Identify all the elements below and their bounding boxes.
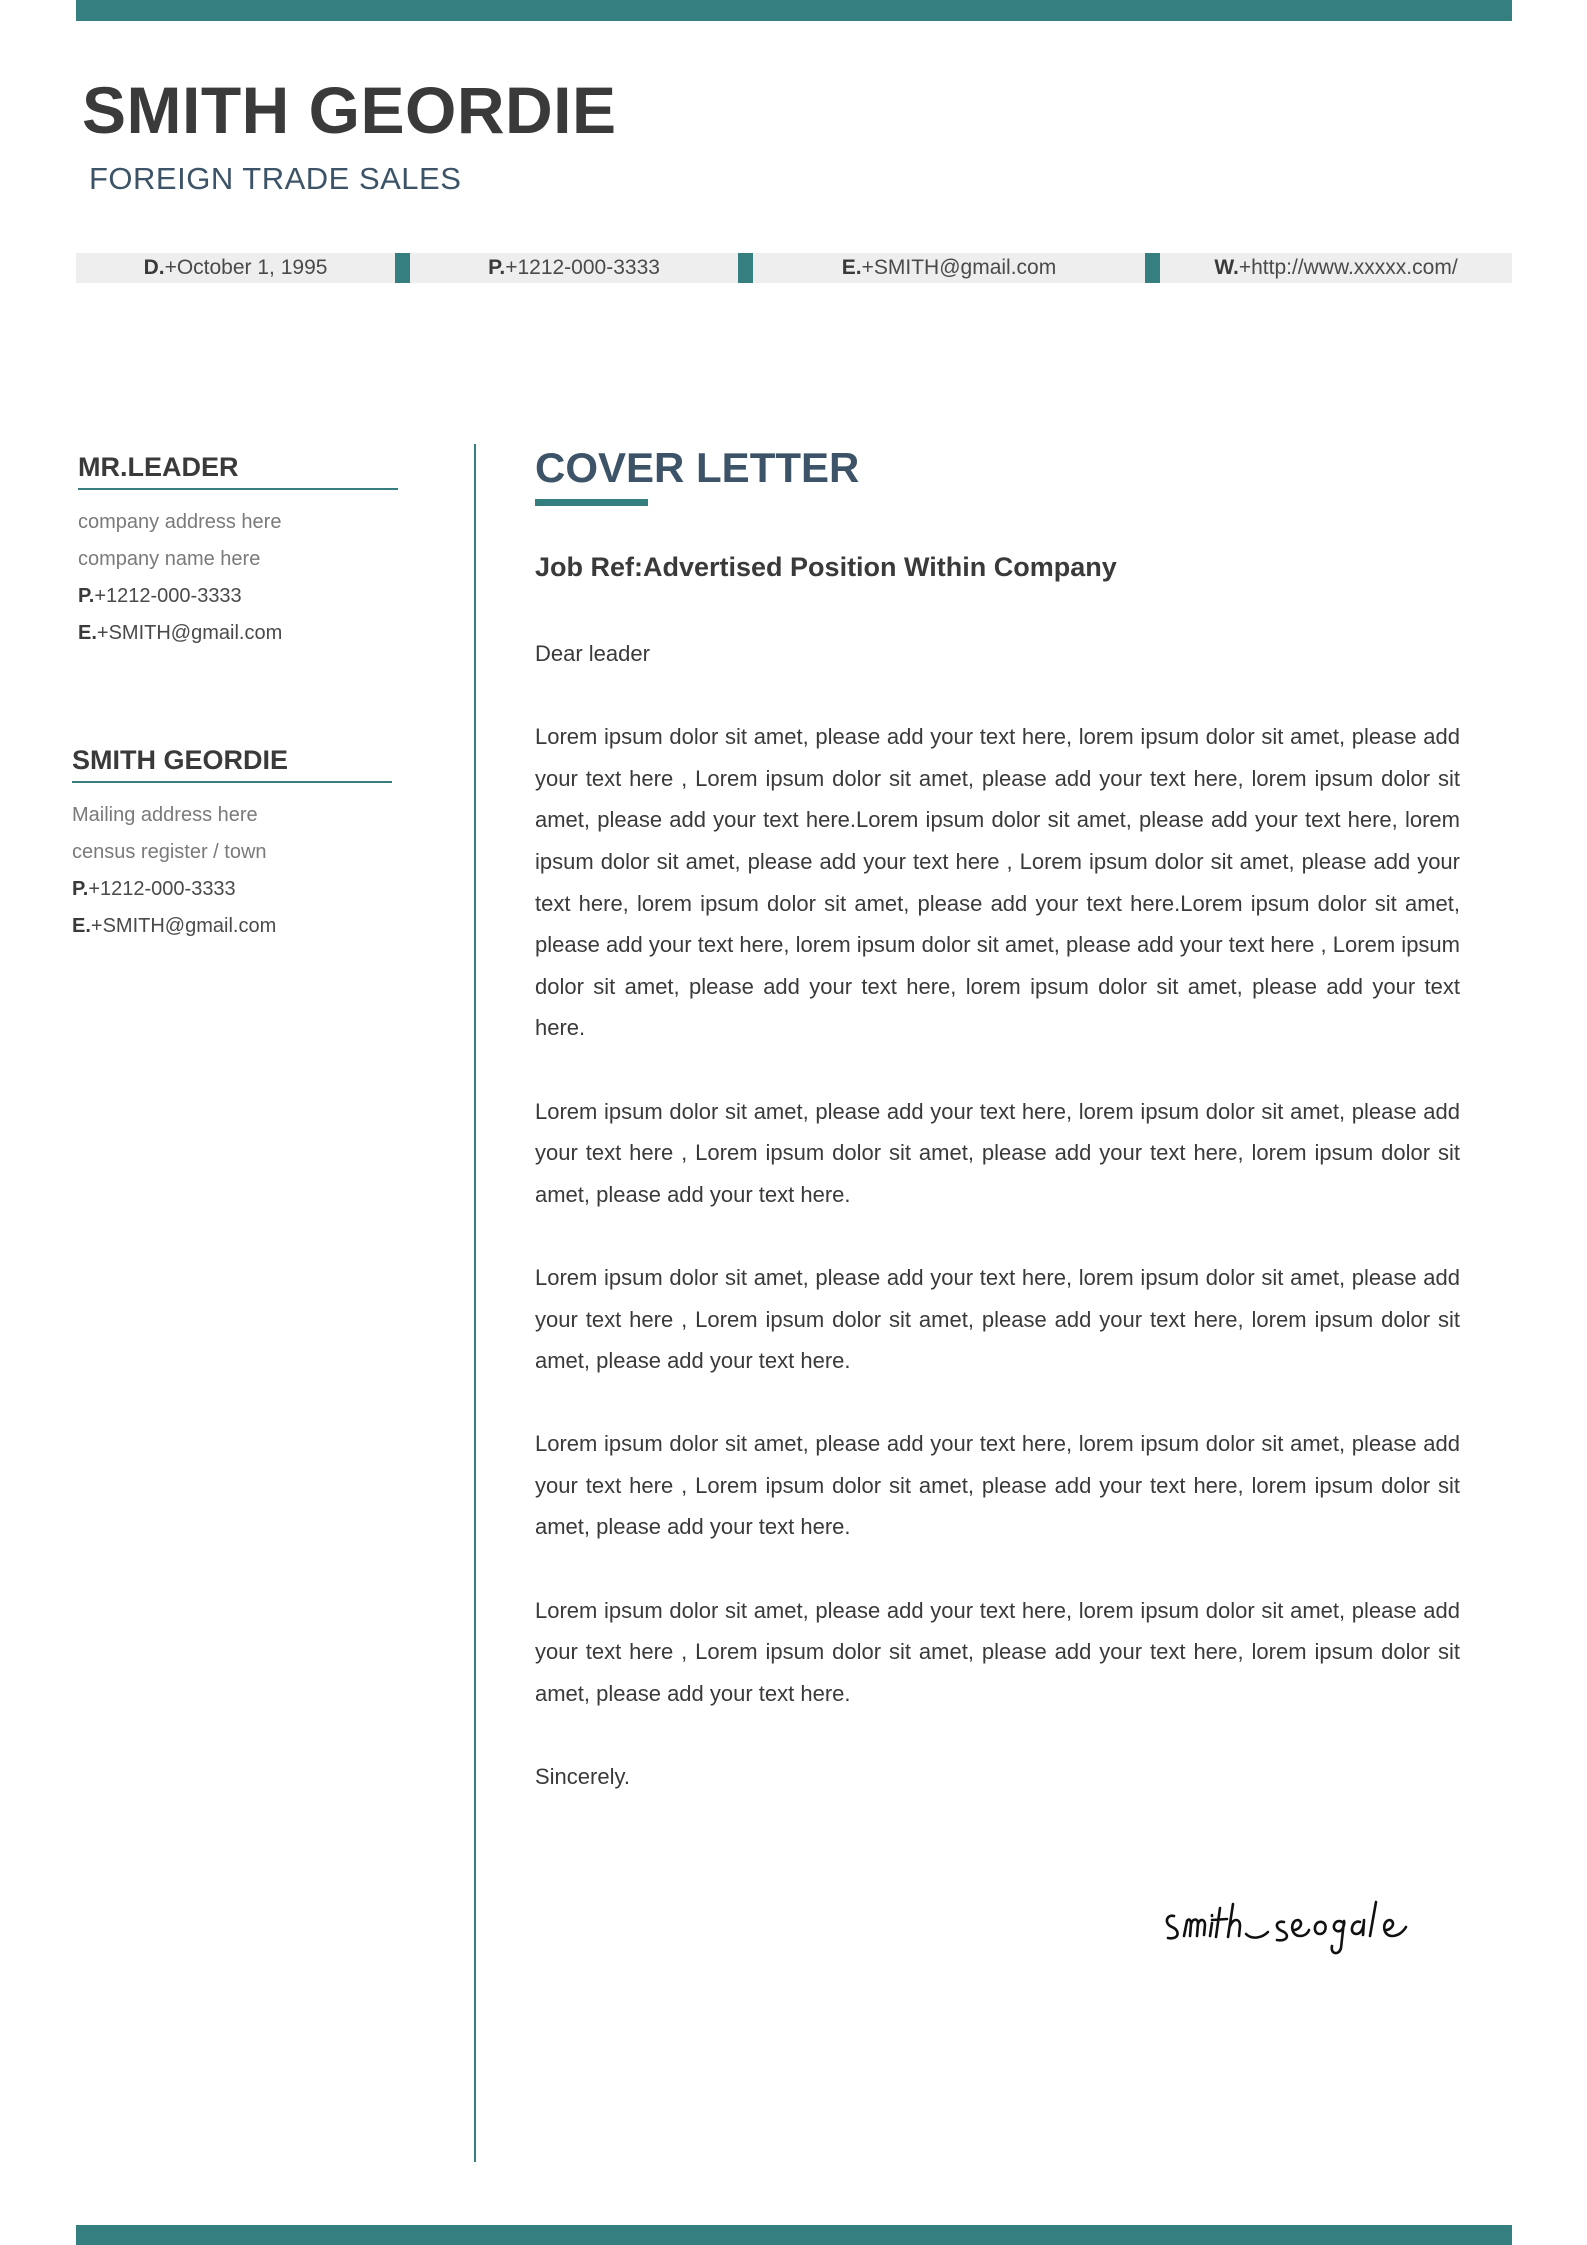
contact-separator: [395, 253, 410, 283]
letter-paragraph: Lorem ipsum dolor sit amet, please add your text here, lorem ipsum dolor sit amet, please add your text here , Lorem ipsum dolor sit amet, please add your text here, lorem ipsum dolor sit amet, please add your text here.Lorem ipsum dolor sit amet, please add your text here, lorem ipsum dolor sit amet, please add your text here , Lorem ipsum dolor sit amet, please add your text here, lorem ipsum dolor sit amet, please add your text here.Lorem ipsum dolor sit amet, please add your text here, lorem ipsum dolor sit amet, please add your text here , Lorem ipsum dolor sit amet, please add your text here, lorem ipsum dolor sit amet, please add your text here.: [535, 724, 1460, 1041]
letter-paragraph: Lorem ipsum dolor sit amet, please add your text here, lorem ipsum dolor sit amet, please add your text here , Lorem ipsum dolor sit amet, please add your text here, lorem ipsum dolor sit amet, please add your text here.: [535, 1098, 1460, 1207]
letter-body: [535, 633, 1460, 1839]
sender-email: E.+SMITH@gmail.com: [72, 915, 277, 937]
sender-heading: SMITH GEORDIE: [72, 745, 392, 783]
contact-separator: [738, 253, 753, 283]
recipient-company: company name here: [78, 548, 261, 570]
recipient-email: E.+SMITH@gmail.com: [78, 622, 283, 644]
handwritten-signature: [1160, 1890, 1430, 1965]
sender-block: [72, 745, 392, 945]
letter-closing: Sincerely.: [535, 1764, 630, 1790]
sender-address: Mailing address here: [72, 804, 258, 826]
top-accent-bar: [76, 0, 1512, 21]
job-reference: Job Ref:Advertised Position Within Company: [535, 552, 1117, 582]
recipient-heading: MR.LEADER: [78, 452, 398, 490]
bottom-accent-bar: [76, 2225, 1512, 2245]
recipient-phone: P.+1212-000-3333: [78, 585, 242, 607]
contact-separator: [1145, 253, 1160, 283]
cover-letter-heading: COVER LETTER: [535, 444, 860, 491]
letter-paragraph: Lorem ipsum dolor sit amet, please add your text here, lorem ipsum dolor sit amet, please add your text here , Lorem ipsum dolor sit amet, please add your text here, lorem ipsum dolor sit amet, please add your text here.: [535, 1431, 1460, 1540]
recipient-block: [78, 452, 398, 652]
sender-phone: P.+1212-000-3333: [72, 878, 236, 900]
applicant-job-title: FOREIGN TRADE SALES: [89, 161, 462, 196]
contact-email: E.+SMITH@gmail.com: [841, 256, 1057, 279]
cover-letter-underline: [535, 499, 648, 506]
recipient-address: company address here: [78, 511, 282, 533]
contact-website: W.+http://www.xxxxx.com/: [1214, 256, 1458, 279]
signature-drawing: [1160, 1890, 1430, 1960]
applicant-name: SMITH GEORDIE: [82, 73, 617, 147]
contact-bar: [76, 253, 1512, 283]
letter-paragraph: Lorem ipsum dolor sit amet, please add your text here, lorem ipsum dolor sit amet, please add your text here , Lorem ipsum dolor sit amet, please add your text here, lorem ipsum dolor sit amet, please add your text here.: [535, 1597, 1460, 1706]
letter-paragraph: Lorem ipsum dolor sit amet, please add your text here, lorem ipsum dolor sit amet, please add your text here , Lorem ipsum dolor sit amet, please add your text here, lorem ipsum dolor sit amet, please add your text here.: [535, 1264, 1460, 1374]
contact-phone: P.+1212-000-3333: [488, 256, 660, 279]
vertical-divider: [474, 444, 476, 2162]
contact-birthdate: D.+October 1, 1995: [143, 256, 328, 279]
sender-town: census register / town: [72, 841, 267, 863]
letter-greeting: Dear leader: [535, 641, 650, 666]
